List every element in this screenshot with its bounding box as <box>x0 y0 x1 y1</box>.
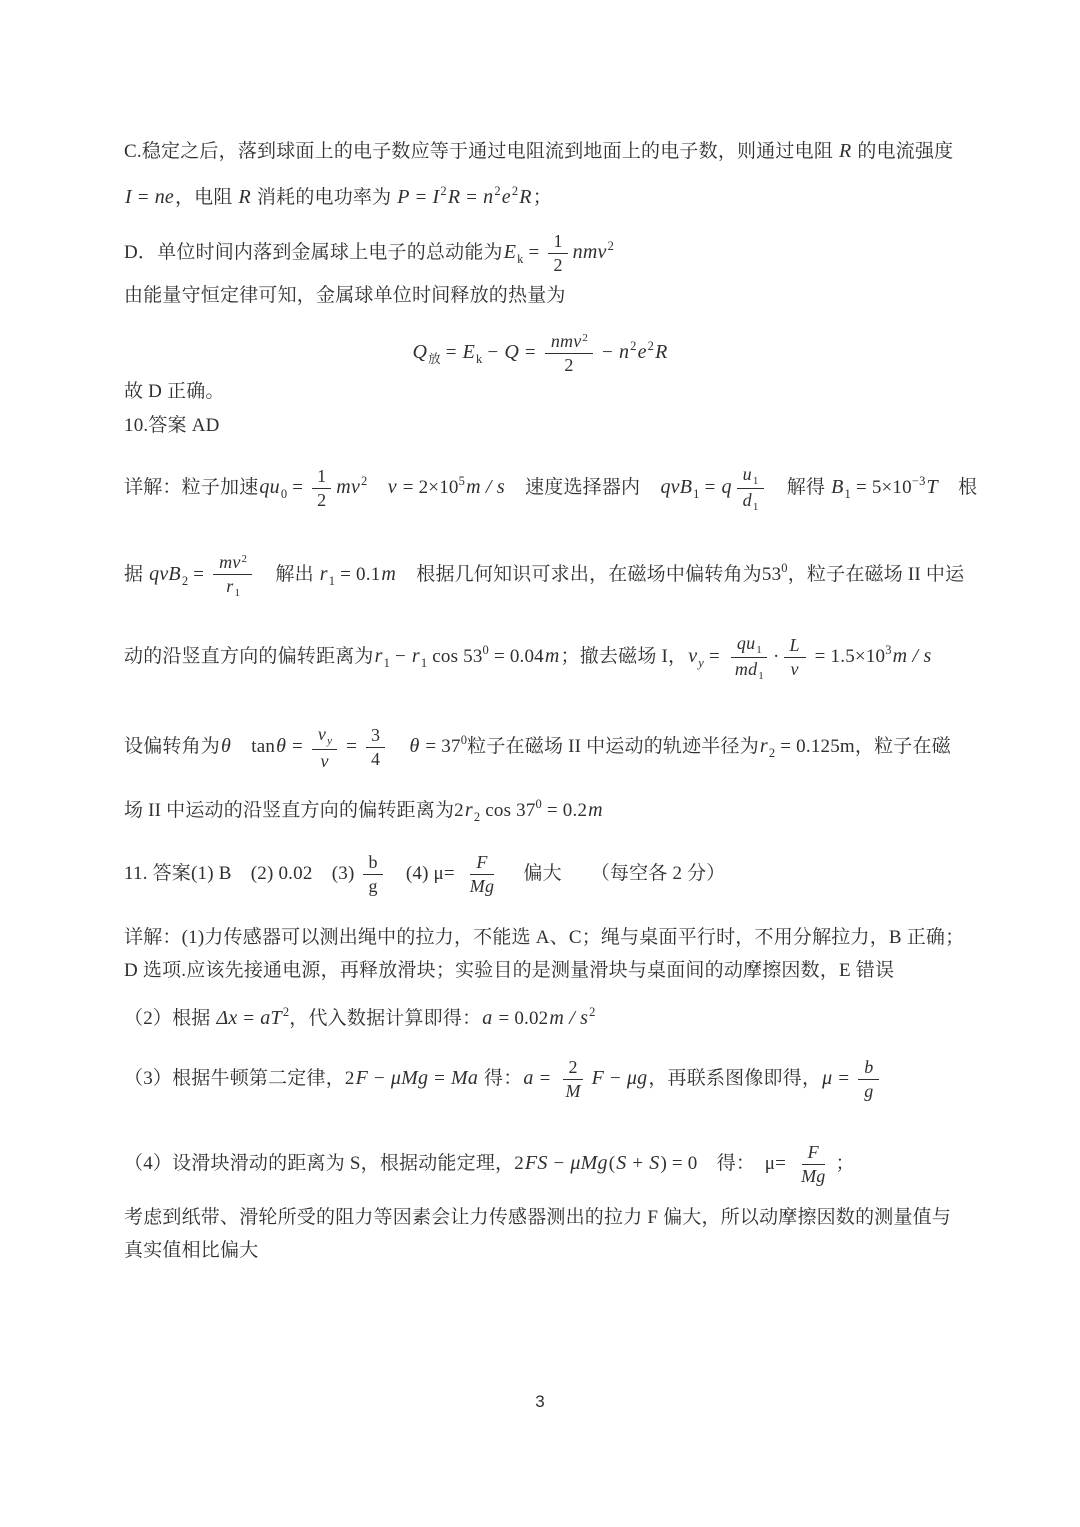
text-run: 2 <box>511 184 519 198</box>
math-run: r <box>319 563 328 585</box>
text-run: = <box>699 477 721 498</box>
text-run: = <box>132 187 154 208</box>
text-run <box>389 736 408 757</box>
fraction <box>548 231 567 275</box>
text-run: 解得 <box>767 477 831 498</box>
math-run: a <box>523 1067 534 1089</box>
math-run: ne <box>154 186 174 208</box>
text-run: 2 <box>282 1005 290 1019</box>
math-run: F <box>807 1142 819 1163</box>
math-run: r <box>411 645 420 667</box>
text-run: = <box>534 1068 556 1089</box>
text-line <box>124 281 566 311</box>
math-run: e <box>637 341 647 363</box>
text-run: = 2×10 <box>397 477 459 498</box>
math-run: m <box>544 645 560 667</box>
math-run: R <box>447 186 461 208</box>
math-run: e <box>501 186 511 208</box>
text-line <box>124 1236 258 1266</box>
text-run: = <box>188 564 210 585</box>
math-run: u <box>742 463 752 484</box>
math-run: R <box>238 186 251 208</box>
math-run: R <box>655 341 668 363</box>
fraction <box>858 1057 879 1101</box>
text-run: 0 <box>280 487 288 501</box>
text-run: 1 <box>420 656 428 670</box>
text-run: 2 <box>568 1057 578 1078</box>
text-run: 0 <box>460 733 468 747</box>
text-run: 2 <box>607 239 615 253</box>
math-run: m / s <box>466 476 505 498</box>
text-run: 放 <box>428 352 441 366</box>
text-run: （4）设滑块滑动的距离为 S，根据动能定理，2 <box>124 1153 524 1174</box>
text-run: = 0.2 <box>541 800 588 821</box>
math-run: FS <box>524 1152 548 1174</box>
text-run: = 1.5×10 <box>809 646 886 667</box>
text-run: k <box>517 252 524 266</box>
math-run: d <box>742 490 752 511</box>
math-run: n <box>618 341 630 363</box>
text-run: 的电流强度 <box>852 141 954 162</box>
text-run: 3 <box>371 725 381 746</box>
math-run: Q <box>412 341 428 363</box>
text-run: 1 <box>234 586 241 599</box>
math-run: F <box>355 1067 369 1089</box>
math-run: Ma <box>451 1067 479 1089</box>
math-run: Q <box>504 341 519 363</box>
text-run: 详解：(1)力传感器可以测出绳中的拉力，不能选 A、C；绳与桌面平行时，不用分解拉力，B 正确； <box>124 927 965 948</box>
text-run: 1 <box>383 656 391 670</box>
text-run: 1 <box>756 643 762 656</box>
text-run: 10.答案 AD <box>124 415 220 436</box>
math-run: θ <box>276 735 287 757</box>
math-run: m <box>588 799 603 821</box>
math-run: v <box>688 645 698 667</box>
text-run: −3 <box>911 474 926 488</box>
text-run: y <box>698 656 705 670</box>
text-run: + <box>627 1153 649 1174</box>
math-run: n <box>483 186 494 208</box>
text-run: 4 <box>371 749 381 770</box>
math-run: v <box>387 476 397 498</box>
text-run: − <box>548 1153 570 1174</box>
text-run: ( <box>608 1153 616 1174</box>
text-run: − <box>597 342 618 363</box>
fraction <box>729 633 769 683</box>
math-run: B <box>831 476 844 498</box>
page-number: 3 <box>535 1392 545 1411</box>
text-run: = 37 <box>420 736 461 757</box>
text-run: g <box>368 876 378 897</box>
text-run: ； <box>835 1153 855 1174</box>
math-run: μMg <box>390 1067 429 1089</box>
math-run: T <box>926 476 938 498</box>
text-line <box>124 956 894 986</box>
math-run: r <box>374 645 383 667</box>
text-line <box>124 923 964 953</box>
math-run: a <box>482 1007 493 1029</box>
text-run: = 0.04 <box>489 646 544 667</box>
math-run: θ <box>409 735 420 757</box>
math-run: r <box>226 575 234 596</box>
text-run: 3 <box>885 643 892 657</box>
fraction <box>366 725 385 769</box>
text-run: ，代入数据计算即得： <box>289 1008 482 1029</box>
text-run: 1 <box>752 501 759 514</box>
text-run: = 0.1 <box>335 564 381 585</box>
text-run: = <box>287 477 309 498</box>
text-run: 2 <box>494 184 501 198</box>
text-line <box>124 708 951 772</box>
text-line <box>124 1133 855 1193</box>
text-run: − <box>369 1068 390 1089</box>
text-run: = <box>238 1008 260 1029</box>
text-run: tan <box>232 736 276 757</box>
text-run: 1 <box>553 231 563 252</box>
text-run: 2 <box>181 574 189 588</box>
text-run: ) = 0 得： μ= <box>660 1153 792 1174</box>
text-run: = <box>287 736 308 757</box>
text-run: = <box>461 187 483 208</box>
text-run: b <box>368 852 378 873</box>
text-run: 2 <box>582 332 589 345</box>
text-run: − <box>482 342 504 363</box>
math-run: μg <box>626 1067 648 1089</box>
math-run: qvB <box>149 563 181 585</box>
text-run: k <box>476 352 483 366</box>
text-run: 2 <box>473 810 481 824</box>
fraction <box>795 1142 831 1186</box>
math-run: nmv <box>572 241 607 263</box>
text-run: 偏大 （每空各 2 分） <box>504 863 726 884</box>
text-line <box>124 538 964 598</box>
text-run: 设偏转角为 <box>124 736 221 757</box>
math-run: m / s <box>892 645 932 667</box>
text-run: 0 <box>482 643 489 657</box>
text-run: 场 II 中运动的沿竖直方向的偏转距离为2 <box>124 800 464 821</box>
text-run: = 0.02 <box>493 1008 549 1029</box>
text-line <box>124 377 225 407</box>
text-run: 2 <box>647 339 655 353</box>
text-run: 故 D 正确。 <box>124 381 225 402</box>
math-run: μMg <box>570 1152 608 1174</box>
text-run: = <box>833 1068 855 1089</box>
text-run: 解出 <box>256 564 319 585</box>
text-run: 1 <box>317 466 327 487</box>
text-line <box>124 846 726 902</box>
text-line <box>124 1048 883 1108</box>
text-run: − <box>390 646 411 667</box>
text-run: ，粒子在磁场 II 中运 <box>787 564 965 585</box>
text-run: 1 <box>693 487 700 501</box>
math-run: M <box>565 1081 581 1102</box>
math-run: E <box>462 341 476 363</box>
text-line <box>124 219 615 276</box>
text-run: 2 <box>768 746 776 760</box>
text-line <box>124 173 552 209</box>
math-run: F <box>476 852 488 873</box>
math-run: S <box>616 1152 627 1174</box>
text-run: · <box>772 646 780 667</box>
math-run: m <box>381 563 397 585</box>
text-run: C.稳定之后，落到球面上的电子数应等于通过电阻流到地面上的电子数，则通过电阻 <box>124 141 838 162</box>
text-run: = <box>704 646 725 667</box>
text-run: 根据几何知识可求出，在磁场中偏转角为53 <box>397 564 782 585</box>
text-run: 2 <box>361 474 368 488</box>
text-run: 2 <box>553 255 563 276</box>
math-run: qu <box>736 632 756 653</box>
text-line <box>124 786 604 822</box>
text-run: ； <box>532 187 552 208</box>
text-run: D．单位时间内落到金属球上电子的总动能为 <box>124 242 503 263</box>
fraction <box>784 635 806 679</box>
text-run: 1 <box>752 474 759 487</box>
text-line <box>124 994 596 1030</box>
text-run: 11. 答案(1) B (2) 0.02 (3) <box>124 863 360 884</box>
text-run: 5 <box>458 474 466 488</box>
fraction <box>312 724 337 771</box>
fraction <box>312 466 331 510</box>
math-run: mv <box>219 551 241 572</box>
text-run: 详解：粒子加速 <box>124 477 259 498</box>
text-run: 2 <box>241 552 248 565</box>
math-run: R <box>519 186 532 208</box>
math-run: r <box>759 735 768 757</box>
text-run: 得： <box>479 1068 523 1089</box>
text-run: 考虑到纸带、滑轮所受的阻力等因素会让力传感器测出的拉力 F 偏大，所以动摩擦因数的测量值与 <box>124 1207 952 1228</box>
text-run: 2 <box>440 184 447 198</box>
math-run: v <box>320 750 329 771</box>
text-run: ，电阻 <box>174 187 238 208</box>
math-run: S <box>649 1152 660 1174</box>
math-run: aT <box>260 1007 282 1029</box>
text-run: 2 <box>589 1005 596 1019</box>
text-run: 0 <box>535 797 542 811</box>
text-run: 真实值相比偏大 <box>124 1240 259 1261</box>
math-run: m / s <box>549 1007 589 1029</box>
math-run: E <box>503 241 517 263</box>
text-run: 2 <box>564 355 574 376</box>
text-run: = <box>341 736 363 757</box>
text-run: = <box>429 1068 450 1089</box>
math-run: nmv <box>550 331 582 352</box>
math-run: qvB <box>660 476 693 498</box>
math-run: v <box>317 723 327 744</box>
text-run: cos 53 <box>427 646 483 667</box>
fraction <box>545 331 593 375</box>
text-line <box>124 620 932 683</box>
text-run: ；撤去磁场 I， <box>560 646 688 667</box>
math-run: md <box>734 659 758 680</box>
text-run: 速度选择器内 <box>505 477 660 498</box>
text-run: (4) μ= <box>386 863 460 884</box>
text-run: 1 <box>758 670 764 683</box>
text-run: 0 <box>781 561 788 575</box>
text-run: 消耗的电功率为 <box>251 187 397 208</box>
math-run: L <box>789 635 800 656</box>
math-run: P <box>397 186 410 208</box>
math-run: I <box>432 186 440 208</box>
math-run: v <box>790 659 799 680</box>
text-run: cos 37 <box>480 800 536 821</box>
math-run: q <box>721 476 732 498</box>
text-run: − <box>605 1068 626 1089</box>
math-run: b <box>864 1057 874 1078</box>
text-run: （3）根据牛顿第二定律，2 <box>124 1068 355 1089</box>
text-run: 据 <box>124 564 149 585</box>
math-run: g <box>864 1081 874 1102</box>
text-run: 2 <box>630 339 637 353</box>
math-run: qu <box>259 476 280 498</box>
math-run: F <box>591 1067 605 1089</box>
math-run: θ <box>221 735 232 757</box>
text-run: D 选项.应该先接通电源，再释放滑块；实验目的是测量滑块与桌面间的动摩擦因数，E 错误 <box>124 960 895 981</box>
text-run: 根 <box>938 477 978 498</box>
math-run: R <box>838 140 852 162</box>
text-run: 2 <box>317 490 327 511</box>
math-run: Δx <box>216 1007 238 1029</box>
text-run: = <box>440 342 462 363</box>
text-run: = <box>519 342 541 363</box>
fraction <box>363 852 382 896</box>
math-run: Mg <box>469 876 495 897</box>
text-run: = 0.125m，粒子在磁 <box>775 736 951 757</box>
fraction <box>559 1057 586 1101</box>
fraction <box>213 552 252 599</box>
text-run <box>367 477 386 498</box>
text-line <box>124 452 978 514</box>
math-run: I <box>125 186 132 208</box>
text-line <box>124 135 953 167</box>
text-run: = <box>523 242 545 263</box>
math-run: μ <box>822 1067 833 1089</box>
text-run: 粒子在磁场 II 中运动的轨迹半径为 <box>467 736 759 757</box>
text-run: = 5×10 <box>851 477 912 498</box>
text-line <box>124 411 220 441</box>
text-run: 由能量守恒定律可知，金属球单位时间释放的热量为 <box>124 285 566 306</box>
text-run: y <box>327 734 333 747</box>
math-run: mv <box>336 476 361 498</box>
text-run: 1 <box>844 487 851 501</box>
text-run: 动的沿竖直方向的偏转距离为 <box>124 646 374 667</box>
fraction <box>737 464 764 514</box>
text-run: ，再联系图像即得， <box>648 1068 822 1089</box>
math-run: Mg <box>801 1166 826 1187</box>
text-run: 1 <box>328 574 336 588</box>
text-run: （2）根据 <box>124 1008 216 1029</box>
text-line <box>124 1203 951 1233</box>
text-line <box>0 317 1080 375</box>
fraction <box>464 852 500 896</box>
text-run: = <box>410 187 432 208</box>
math-run: r <box>464 799 473 821</box>
